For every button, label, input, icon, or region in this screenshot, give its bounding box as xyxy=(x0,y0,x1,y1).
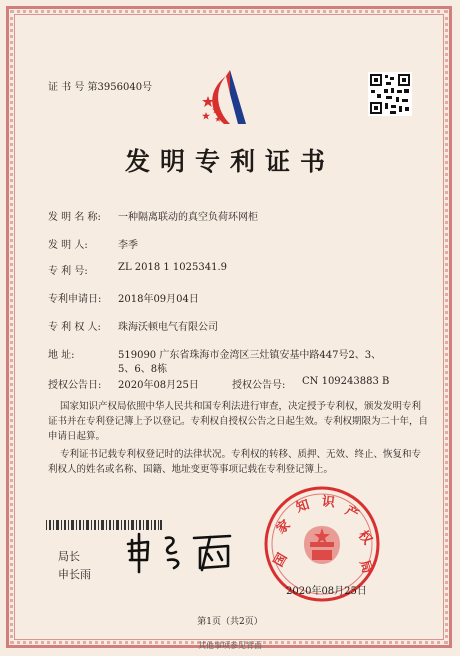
paragraph-2-line-1: 专利证书记载专利权登记时的法律状况。专利权的转移、质押、无效、终止、恢复和专 xyxy=(60,449,422,460)
patent-number-label: 专 利 号: xyxy=(48,266,88,277)
svg-text:产: 产 xyxy=(342,503,362,523)
paragraph-1-line-3: 申请日起算。 xyxy=(48,431,106,442)
invention-name-value: 一种隔离联动的真空负荷环网柜 xyxy=(118,212,258,223)
svg-text:家: 家 xyxy=(273,517,294,538)
certificate-title: 发明专利证书 xyxy=(124,147,335,176)
director-name: 申长雨 xyxy=(58,568,91,581)
inventor-label: 发 明 人: xyxy=(48,240,88,251)
grant-number-label: 授权公告号: xyxy=(232,380,286,391)
svg-text:局: 局 xyxy=(356,558,375,576)
paragraph-1-line-1: 国家知识产权局依照中华人民共和国专利法进行审查，决定授予专利权，颁发发明专利 xyxy=(60,401,422,412)
svg-text:知: 知 xyxy=(294,497,312,516)
address-line-2: 5、6、8栋 xyxy=(118,364,168,375)
bottom-note: 其他事项参见背面 xyxy=(198,641,262,650)
paragraph-2-line-2: 利权人的姓名或名称、国籍、地址变更等事项记载在专利登记簿上。 xyxy=(48,464,334,475)
svg-text:国: 国 xyxy=(271,550,291,570)
filing-date-label: 专利申请日: xyxy=(48,294,102,305)
svg-text:识: 识 xyxy=(321,494,336,511)
patentee-value: 珠海沃顿电气有限公司 xyxy=(118,322,218,333)
qr-code-icon xyxy=(368,72,412,116)
cnipa-logo-icon xyxy=(196,66,260,130)
director-signature-icon xyxy=(120,530,260,574)
page-footer: 第1页（共2页） xyxy=(197,617,263,627)
patentee-label: 专 利 权 人: xyxy=(48,322,101,333)
address-line-1: 519090 广东省珠海市金湾区三灶镇安基中路447号2、3、 xyxy=(118,350,382,361)
director-title: 局长 xyxy=(58,550,80,563)
grant-date-value: 2020年08月25日 xyxy=(118,380,199,391)
seal-date: 2020年08月25日 xyxy=(286,586,367,597)
address-label: 地 址: xyxy=(48,350,75,361)
grant-date-label: 授权公告日: xyxy=(48,380,102,391)
svg-text:权: 权 xyxy=(354,528,375,548)
patent-number-value: ZL 2018 1 1025341.9 xyxy=(118,262,228,273)
grant-number-value: CN 109243883 B xyxy=(302,376,390,387)
certificate-number: 证 书 号 第3956040号 xyxy=(48,82,153,93)
invention-name-label: 发 明 名 称: xyxy=(48,212,101,223)
filing-date-value: 2018年09月04日 xyxy=(118,294,199,305)
inventor-value: 李季 xyxy=(118,240,138,251)
paragraph-1-line-2: 证书并在专利登记簿上予以登记。专利权自授权公告之日起生效。专利权期限为二十年，自 xyxy=(48,416,429,427)
barcode-icon xyxy=(46,520,162,530)
